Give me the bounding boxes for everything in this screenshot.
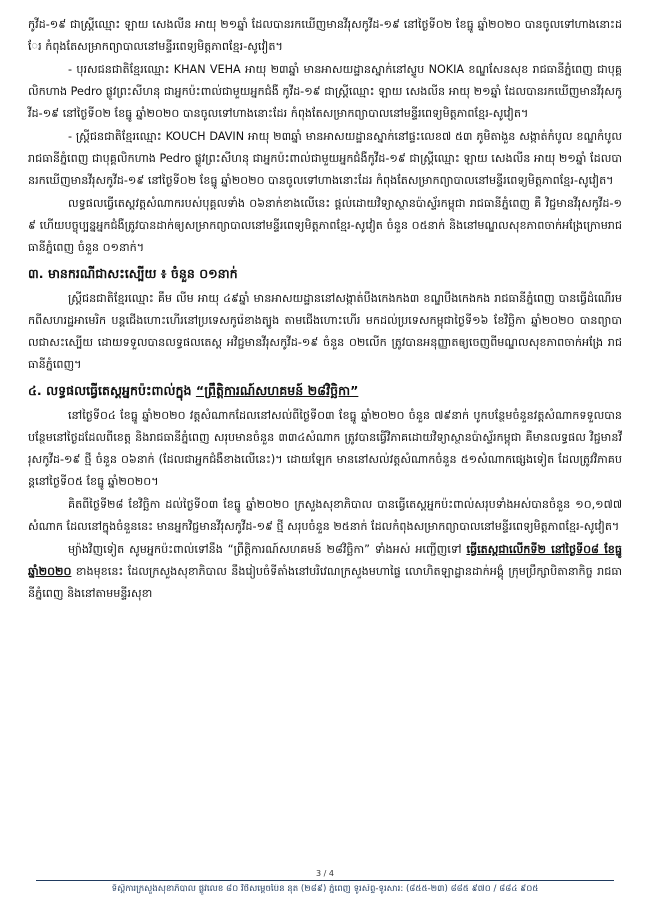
footer-address: ទីស្តីការក្រសួងសុខាភិបាល ផ្លូវលេខ ៨០ វិថីសម្តេចប៉ែន នុត (២៨៩) ភ្នំពេញ ទូរស័ព្ទ-ទូរសារ: (៨៥៥-២៣) ៨៨៥ ៩៧០ / ៨៨៤ ៩០៥ [111,884,539,894]
document-body [28,14,622,606]
paragraph-case-kouch-davin: - ស្ត្រីជនជាតិខ្មែរឈ្មោះ KOUCH DAVIN អាយុ ២៣ឆ្នាំ មានអាសយដ្ឋានស្នាក់នៅផ្ទះលេខ៧ ៥៣ ភូមិតាងួន សង្កាត់កំបូល ខណ្ឌកំបូល រាជធានីភ្នំពេញ ជាបុគ្គលិកហាង Pedro ផ្លូវព្រះសីហនុ ជាអ្នកប៉ះពាល់ជាមួយអ្នកជំងឺកូវីដ-១៩ ជាស្ត្រីឈ្មោះ ឡាយ សេងលីន អាយុ ២១ឆ្នាំ ដែលបានរកឃើញមានវីរុសកូវីដ-១៩ នៅថ្ងៃទី០២ ខែធ្នូ ឆ្នាំ២០២០ បានចូលទៅហាងនោះដែរ កំពុងតែសម្រាកព្យាបាលនៅមន្ទីរពេទ្យមិត្តភាពខ្មែរ-សូវៀត។ [28,130,622,187]
paragraph-recovered-case: ស្ត្រីជនជាតិខ្មែរឈ្មោះ គឹម លីម អាយុ ៤៩ឆ្នាំ មានអាសយដ្ឋាននៅសង្កាត់បឹងកេងកង៣ ខណ្ឌបឹងកេងកង រាជធានីភ្នំពេញ បានធ្វើដំណើរមកពីសហរដ្ឋអាមេរិក បន្តជើងហោះហើរនៅប្រទេសកូរ៉េខាងត្បូង តាមជើងហោះហើរ មកដល់ប្រទេសកម្ពុជាថ្ងៃទី១៦ ខែវិច្ឆិកា ឆ្នាំ២០២០ បានព្យាបាលជាសះស្បើយ ដោយទទួលបានលទ្ធផលតេស្ត អវិជ្ជមានវីរុសកូវីដ-១៩ ចំនួន ០២លើក ត្រូវបានអនុញ្ញាតឲ្យចេញពីមណ្ឌលសុខភាពចាក់អង្រែ រាជធានីភ្នំពេញ។ [28,292,622,371]
section-number: ៣. [28,266,44,281]
paragraph-second-test-notice [28,539,622,605]
section-number: ៤. [28,383,42,398]
section-title-event: “ព្រឹត្តិការណ៍សហគមន៍ ២៨វិច្ឆិកា” [195,383,359,398]
notice-tail: ខាងមុខនេះ ដែលក្រសួងសុខាភិបាល នឹងរៀបចំទីតាំងនៅបរិវេណក្រសួងមហាផ្ទៃ លោហិតឡាដ្ឋានដាក់អង្គុំ ក្រុមប្រឹក្សាបិតានាកិច្ច រាជធានីភ្នំពេញ និងនៅតាមមន្ទីរសុខា [28,565,622,600]
footer-divider [36,880,614,881]
section-heading-contact-tests [28,379,622,403]
paragraph-case-khan-veha: - បុរសជនជាតិខ្មែរឈ្មោះ KHAN VEHA អាយុ ២៣ឆ្នាំ មានអាសយដ្ឋានស្នាក់នៅស្ទូប NOKIA ខណ្ឌសែនសុខ រាជធានីភ្នំពេញ ជាបុគ្គលិកហាង Pedro ផ្លូវព្រះសីហនុ ជាអ្នកប៉ះពាល់ជាមួយអ្នកជំងឺ កូវីដ-១៩ ជាស្ត្រីឈ្មោះ ឡាយ សេងលីន អាយុ ២១ឆ្នាំ ដែលបានរកឃើញមានវីរុសកូវីដ-១៩ នៅថ្ងៃទី០២ ខែធ្នូ ឆ្នាំ២០២០ បានចូលទៅហាងនោះដែរ កំពុងតែសម្រាកព្យាបាលនៅមន្ទីរពេទ្យមិត្តភាពខ្មែរ-សូវៀត។ [28,63,622,120]
notice-lead: ម្យ៉ាងវិញទៀត សូមអ្នកប៉ះពាល់ទៅនឹង “ព្រឹត្តិការណ៍សហគមន៍ ២៨វិច្ឆិកា” ទាំងអស់ អញ្ជើញទៅ [68,543,462,556]
page-number: 3 / 4 [316,869,334,878]
paragraph-contact-totals: គិតពីថ្ងៃទី២៨ ខែវិច្ឆិកា ដល់ថ្ងៃទី០៣ ខែធ្នូ ឆ្នាំ២០២០ ក្រសួងសុខាភិបាល បានធ្វើតេស្តអ្នកប៉ះពាល់សរុបទាំងអស់បានចំនួន ១០,១៧៧សំណាក ដែលនៅក្នុងចំនួននេះ មានអ្នកវិជ្ជមានវីរុសកូវីដ-១៩ ថ្មី សរុបចំនួន ២៥នាក់ ដែលកំពុងសម្រាកព្យាបាលនៅមន្ទីរពេទ្យមិត្តភាពខ្មែរ-សូវៀត។ [28,498,622,533]
notice-emphasis: ធ្វើតេស្តជាលើកទី២ នៅថ្ងៃទី០៨ ខែធ្នូ ឆ្នាំ២០២០ [28,543,623,578]
section-heading-recovered [28,262,622,286]
paragraph-test-results: លទ្ធផលធ្វើតេស្តវត្តសំណាករបស់បុគ្គលទាំង ០៦នាក់ខាងលើនេះ ផ្តល់ដោយវិទ្យាស្ថានប៉ាស្ទ័រកម្ពុជា រាជធានីភ្នំពេញ គឺ វិជ្ជមានវីរុសកូវីដ-១៩ ហើយបច្ចុប្បន្នអ្នកជំងឺត្រូវបានដាក់ឲ្យសម្រាកព្យាបាលនៅមន្ទីរពេទ្យមិត្តភាពខ្មែរ-សូវៀត ចំនួន ០៥នាក់ និងនៅមណ្ឌលសុខភាពចាក់អង្រែក្រោមរាជធានីភ្នំពេញ ចំនួន ០១នាក់។ [28,197,622,254]
section-title: មានករណីជាសះស្បើយ ៖ ចំនួន ០១នាក់ [47,266,238,281]
paragraph-continuation: កូវីដ-១៩ ជាស្ត្រីឈ្មោះ ឡាយ សេងលីន អាយុ ២១ឆ្នាំ ដែលបានរកឃើញមានវីរុសកូវីដ-១៩ នៅថ្ងៃទី០២ ខែធ្នូ ឆ្នាំ២០២០ បានចូលទៅហាងនោះដែរ កំពុងតែសម្រាកព្យាបាលនៅមន្ទីរពេទ្យមិត្តភាពខ្មែរ-សូវៀត។ [28,18,622,53]
paragraph-sample-analysis: នៅថ្ងៃទី០៤ ខែធ្នូ ឆ្នាំ២០២០ វត្តសំណាកដែលនៅសល់ពីថ្ងៃទី០៣ ខែធ្នូ ឆ្នាំ២០២០ ចំនួន ៧៩នាក់ បូកបន្ថែមចំនួនវត្តសំណាកទទួលបានបន្ថែមនៅថ្ងៃដដែលពីខេត្ត និងរាជធានីភ្នំពេញ សរុបមានចំនួន ៣៣៤សំណាក ត្រូវបានធ្វើវិភាគដោយវិទ្យាស្ថានប៉ាស្ទ័រកម្ពុជា គឺមានលទ្ធផល វិជ្ជមានវីរុសកូវីដ-១៩ ថ្មី ចំនួន ០៦នាក់ (ដែលជាអ្នកជំងឺខាងលើនេះ)។ ដោយឡែក មាននៅសល់វត្តសំណាកចំនួន ៥១សំណាកផ្សេងទៀត ដែលត្រូវវិភាគបន្តនៅថ្ងៃទី០៥ ខែធ្នូ ឆ្នាំ២០២០។ [28,409,622,488]
section-title: លទ្ធផលធ្វើតេស្តអ្នកប៉ះពាល់ក្នុង [46,383,196,398]
